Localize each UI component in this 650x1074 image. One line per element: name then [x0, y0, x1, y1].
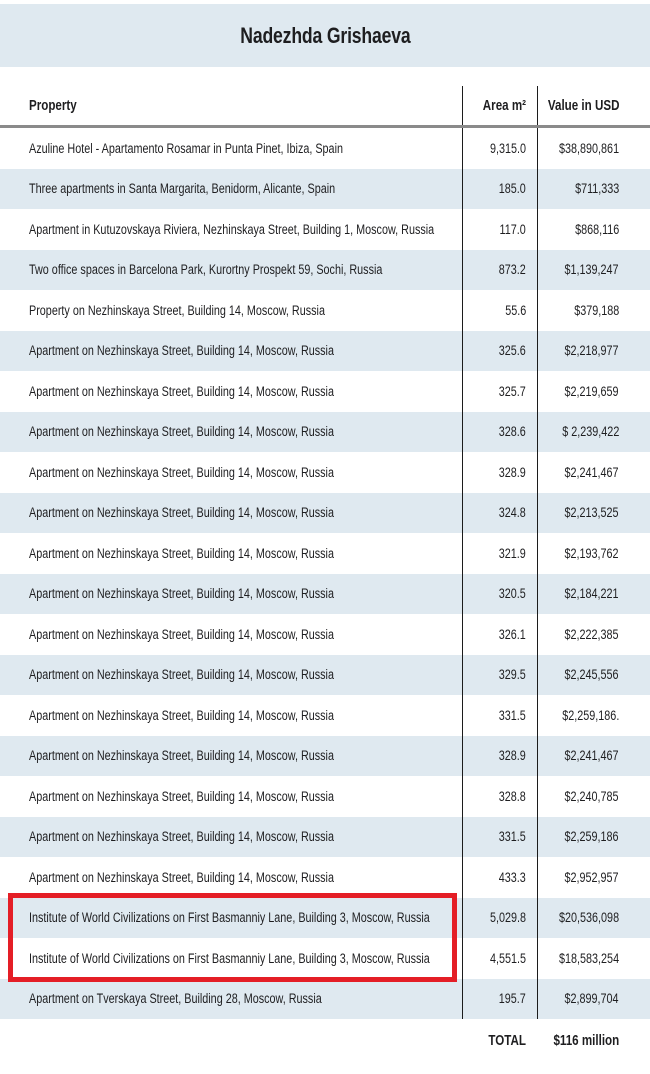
area-cell: 328.9: [462, 736, 537, 777]
table-row: [0, 452, 650, 493]
value-cell: $2,952,957: [537, 857, 650, 898]
property-cell: Apartment on Nezhinskaya Street, Building 14, Moscow, Russia: [29, 829, 334, 845]
value-cell: $2,213,525: [537, 493, 650, 534]
area-cell: 329.5: [462, 655, 537, 696]
property-cell: Apartment in Kutuzovskaya Riviera, Nezhinskaya Street, Building 1, Moscow, Russia: [29, 221, 435, 237]
value-cell: $2,259,186: [537, 817, 650, 858]
table-row: [0, 128, 650, 169]
area-cell: 328.8: [462, 776, 537, 817]
value-cell: $2,218,977: [537, 331, 650, 372]
property-table: [0, 86, 650, 1063]
table-row-highlighted: [0, 938, 650, 979]
table-row: [0, 614, 650, 655]
total-spacer: [0, 1019, 462, 1063]
table-row: [0, 776, 650, 817]
page-title: Nadezhda Grishaeva: [239, 22, 411, 48]
area-cell: 185.0: [462, 169, 537, 210]
table-row: [0, 655, 650, 696]
area-cell: 195.7: [462, 979, 537, 1020]
area-cell: 433.3: [462, 857, 537, 898]
value-cell: $2,241,467: [537, 452, 650, 493]
property-cell: Apartment on Tverskaya Street, Building 28, Moscow, Russia: [29, 991, 322, 1007]
table-row: [0, 371, 650, 412]
value-cell: $2,184,221: [537, 574, 650, 615]
property-cell: Apartment on Nezhinskaya Street, Building 14, Moscow, Russia: [29, 788, 334, 804]
value-cell: $2,222,385: [537, 614, 650, 655]
area-cell: 325.7: [462, 371, 537, 412]
table-row: [0, 493, 650, 534]
column-header-value: Value in USD: [537, 86, 650, 125]
table-row: [0, 574, 650, 615]
property-cell: Azuline Hotel - Apartamento Rosamar in Punta Pinet, Ibiza, Spain: [29, 140, 343, 156]
table-row: [0, 209, 650, 250]
value-cell: $2,193,762: [537, 533, 650, 574]
value-cell: $1,139,247: [537, 250, 650, 291]
property-cell: Apartment on Nezhinskaya Street, Building 14, Moscow, Russia: [29, 626, 334, 642]
property-cell: Apartment on Nezhinskaya Street, Building 14, Moscow, Russia: [29, 748, 334, 764]
property-cell: Three apartments in Santa Margarita, Benidorm, Alicante, Spain: [29, 181, 336, 197]
property-cell: Apartment on Nezhinskaya Street, Building 14, Moscow, Russia: [29, 586, 334, 602]
property-cell: Apartment on Nezhinskaya Street, Building 14, Moscow, Russia: [29, 707, 334, 723]
property-cell: Apartment on Nezhinskaya Street, Building 14, Moscow, Russia: [29, 464, 334, 480]
total-value: $116 million: [553, 1033, 619, 1049]
property-cell: Apartment on Nezhinskaya Street, Building 14, Moscow, Russia: [29, 343, 334, 359]
area-cell: 320.5: [462, 574, 537, 615]
table-row: [0, 857, 650, 898]
area-cell: 328.6: [462, 412, 537, 453]
value-cell: $ 2,239,422: [537, 412, 650, 453]
value-cell: $2,219,659: [537, 371, 650, 412]
value-cell: $711,333: [537, 169, 650, 210]
property-cell: Apartment on Nezhinskaya Street, Building 14, Moscow, Russia: [29, 869, 334, 885]
value-cell: $18,583,254: [537, 938, 650, 979]
table-row: [0, 736, 650, 777]
property-cell: Institute of World Civilizations on First Basmanniy Lane, Building 3, Moscow, Russia: [29, 950, 430, 966]
area-cell: 5,029.8: [462, 898, 537, 939]
value-cell: $868,116: [537, 209, 650, 250]
property-cell: Apartment on Nezhinskaya Street, Building 14, Moscow, Russia: [29, 383, 334, 399]
table-row: [0, 290, 650, 331]
area-cell: 321.9: [462, 533, 537, 574]
column-header-property: Property: [29, 97, 77, 114]
table-row: [0, 412, 650, 453]
area-cell: 4,551.5: [462, 938, 537, 979]
table-row: [0, 979, 650, 1020]
area-cell: 326.1: [462, 614, 537, 655]
property-cell: Two office spaces in Barcelona Park, Kurortny Prospekt 59, Sochi, Russia: [29, 262, 383, 278]
property-cell: Property on Nezhinskaya Street, Building 14, Moscow, Russia: [29, 302, 325, 318]
value-cell: $379,188: [537, 290, 650, 331]
table-body: [0, 128, 650, 1019]
value-cell: $2,241,467: [537, 736, 650, 777]
area-cell: 331.5: [462, 817, 537, 858]
value-cell: $2,245,556: [537, 655, 650, 696]
total-label: TOTAL: [488, 1033, 526, 1049]
table-row: [0, 695, 650, 736]
value-cell: $2,240,785: [537, 776, 650, 817]
area-cell: 873.2: [462, 250, 537, 291]
table-row: [0, 817, 650, 858]
property-cell: Apartment on Nezhinskaya Street, Building 14, Moscow, Russia: [29, 424, 334, 440]
value-cell: $2,259,186.: [537, 695, 650, 736]
table-row: [0, 533, 650, 574]
table-header-row: [0, 86, 650, 128]
column-header-area: Area m²: [462, 86, 537, 125]
table-row-highlighted: [0, 898, 650, 939]
title-band: [0, 4, 650, 67]
value-cell: $38,890,861: [537, 128, 650, 169]
area-cell: 324.8: [462, 493, 537, 534]
table-row: [0, 250, 650, 291]
area-cell: 328.9: [462, 452, 537, 493]
value-cell: $2,899,704: [537, 979, 650, 1020]
value-cell: $20,536,098: [537, 898, 650, 939]
area-cell: 9,315.0: [462, 128, 537, 169]
area-cell: 331.5: [462, 695, 537, 736]
property-cell: Apartment on Nezhinskaya Street, Building 14, Moscow, Russia: [29, 545, 334, 561]
table-row: [0, 331, 650, 372]
property-cell: Apartment on Nezhinskaya Street, Building 14, Moscow, Russia: [29, 667, 334, 683]
property-cell: Apartment on Nezhinskaya Street, Building 14, Moscow, Russia: [29, 505, 334, 521]
table-total-row: [0, 1019, 650, 1063]
property-cell: Institute of World Civilizations on First Basmanniy Lane, Building 3, Moscow, Russia: [29, 910, 430, 926]
area-cell: 55.6: [462, 290, 537, 331]
area-cell: 325.6: [462, 331, 537, 372]
area-cell: 117.0: [462, 209, 537, 250]
table-row: [0, 169, 650, 210]
